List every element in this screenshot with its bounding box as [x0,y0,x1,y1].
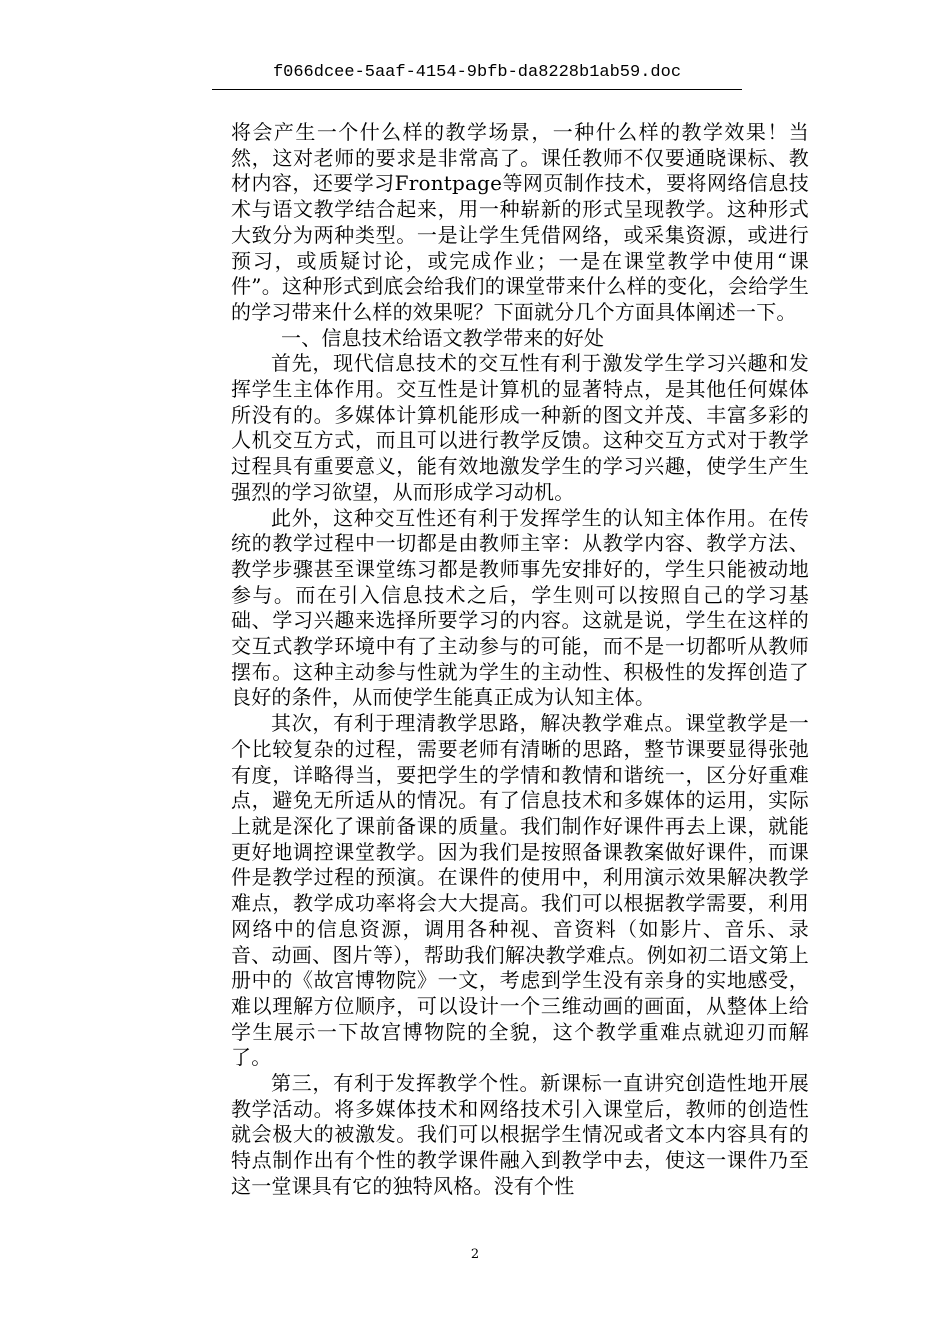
section-heading: 一、信息技术给语文教学带来的好处 [281,325,605,350]
document-filename-header: f066dcee-5aaf-4154-9bfb-da8228b1ab59.doc [272,63,682,82]
body-paragraph-second: 其次，有利于理清教学思路，解决教学难点。课堂教学是一个比较复杂的过程，需要老师有清晰的思路，整节课要显得张弛有度，详略得当，要把学生的学情和教情和谐统一，区分好重难点，避免无所适从的情况。有了信息技术和多媒体的运用，实际上就是深化了课前备课的质量。我们制作好课件再去上课，就能更好地调控课堂教学。因为我们是按照备课教案做好课件，而课件是教学过程的预演。在课件的使用中，利用演示效果解决教学难点，教学成功率将会大大提高。我们可以根据教学需要，利用网络中的信息资源，调用各种视、音资料（如影片、音乐、录音、动画、图片等），帮助我们解决教学难点。例如初二语文第上册中的《故宫博物院》一文，考虑到学生没有亲身的实地感受，难以理解方位顺序，可以设计一个三维动画的画面，从整体上给学生展示一下故宫博物院的全貌，这个教学重难点就迎刃而解了。 [231,711,809,1070]
body-paragraph-first: 首先，现代信息技术的交互性有利于激发学生学习兴趣和发挥学生主体作用。交互性是计算机的显著特点，是其他任何媒体所没有的。多媒体计算机能形成一种新的图文并茂、丰富多彩的人机交互方式，而且可以进行教学反馈。这种交互方式对于教学过程具有重要意义，能有效地激发学生的学习兴趣，使学生产生强烈的学习欲望，从而形成学习动机。 [231,351,809,504]
header-divider [212,89,742,90]
document-body [231,120,809,1200]
body-paragraph-third: 第三，有利于发挥教学个性。新课标一直讲究创造性地开展教学活动。将多媒体技术和网络技术引入课堂后，教师的创造性就会极大的被激发。我们可以根据学生情况或者文本内容具有的特点制作出有个性的教学课件融入到教学中去，使这一课件乃至这一堂课具有它的独特风格。没有个性 [231,1071,809,1198]
body-paragraph-besides: 此外，这种交互性还有利于发挥学生的认知主体作用。在传统的教学过程中一切都是由教师主宰：从教学内容、教学方法、教学步骤甚至课堂练习都是教师事先安排好的，学生只能被动地参与。而在引入信息技术之后，学生则可以按照自己的学习基础、学习兴趣来选择所要学习的内容。这就是说，学生在这样的交互式教学环境中有了主动参与的可能，而不是一切都听从教师摆布。这种主动参与性就为学生的主动性、积极性的发挥创造了良好的条件，从而使学生能真正成为认知主体。 [231,505,809,710]
page-number: 2 [470,1247,480,1262]
body-paragraph-continuation: 将会产生一个什么样的教学场景，一种什么样的教学效果！当然，这对老师的要求是非常高了。课任教师不仅要通晓课标、教材内容，还要学习Frontpage等网页制作技术，要将网络信息技术与语文教学结合起来，用一种崭新的形式呈现教学。这种形式大致分为两种类型。一是让学生凭借网络，或采集资源，或进行预习，或质疑讨论，或完成作业；一是在课堂教学中使用“课件”。这种形式到底会给我们的课堂带来什么样的变化，会给学生的学习带来什么样的效果呢？下面就分几个方面具体阐述一下。 [231,120,809,324]
